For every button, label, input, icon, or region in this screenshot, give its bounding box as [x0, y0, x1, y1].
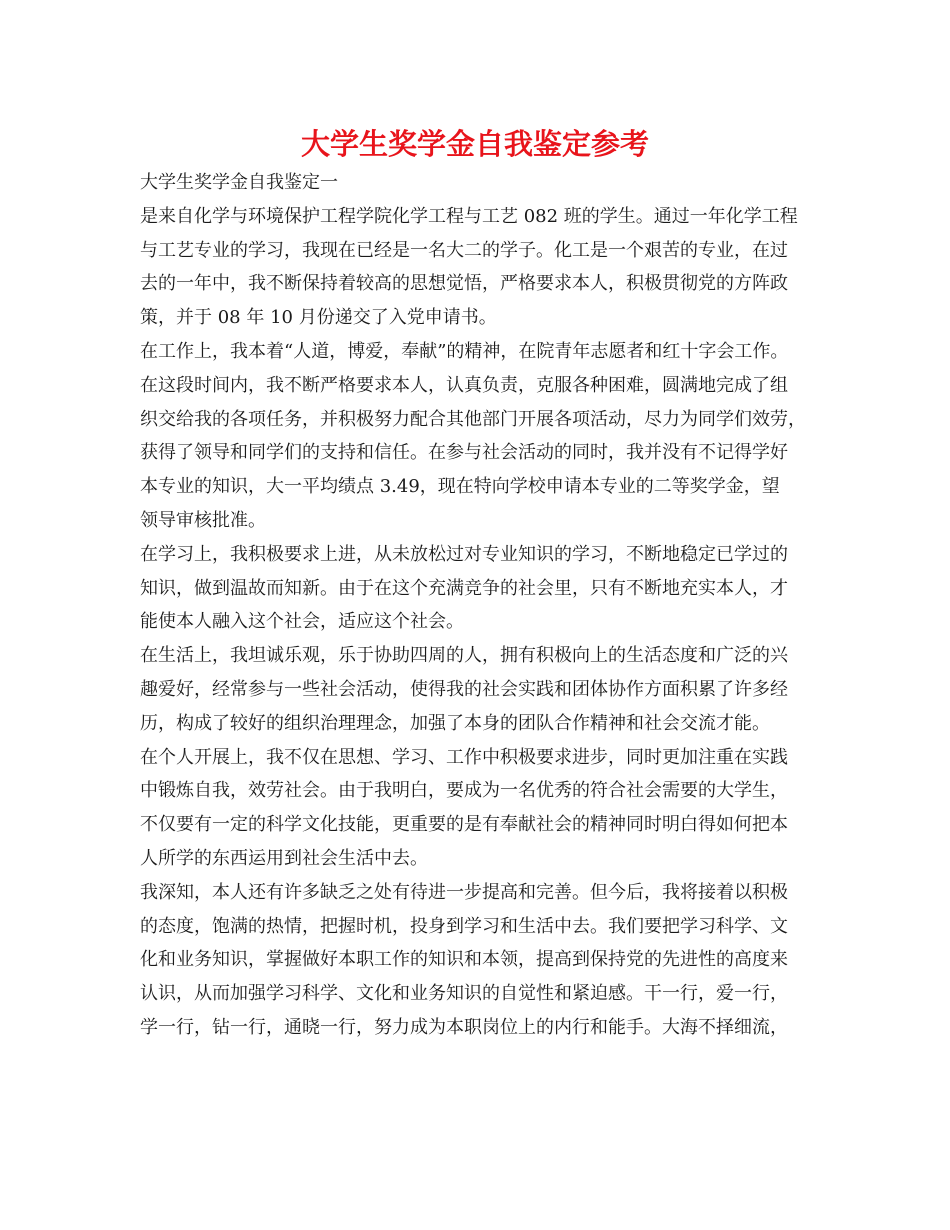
- text-line: 不仅要有一定的科学文化技能，更重要的是有奉献社会的精神同时明白得如何把本: [140, 814, 788, 836]
- text-line: 去的一年中，我不断保持着较高的思想觉悟，严格要求本人，积极贯彻党的方阵政: [140, 273, 788, 295]
- text-line: 在生活上，我坦诚乐观，乐于协助四周的人，拥有积极向上的生活态度和广泛的兴: [140, 645, 788, 667]
- text-line: 学一行，钻一行，通晓一行，努力成为本职岗位上的内行和能手。大海不择细流，: [140, 1016, 788, 1038]
- text-line: 中锻炼自我，效劳社会。由于我明白，要成为一名优秀的符合社会需要的大学生，: [140, 780, 788, 802]
- text-line: 人所学的东西运用到社会生活中去。: [140, 847, 428, 869]
- text-line: 在这段时间内，我不断严格要求本人，认真负责，克服各种困难，圆满地完成了组: [140, 374, 788, 396]
- text-line: 织交给我的各项任务，并积极努力配合其他部门开展各项活动，尽力为同学们效劳，: [140, 408, 806, 430]
- text-line: 在工作上，我本着“人道，博爱，奉献”的精神，在院青年志愿者和红十字会工作。: [140, 340, 789, 362]
- document-title: 大学生奖学金自我鉴定参考: [300, 127, 649, 161]
- document-body: [140, 166, 815, 1045]
- text-line: 认识，从而加强学习科学、文化和业务知识的自觉性和紧迫感。干一行，爱一行，: [140, 983, 788, 1005]
- text-line: 化和业务知识，掌握做好本职工作的知识和本领，提高到保持党的先进性的高度来: [140, 949, 788, 971]
- text-line: 大学生奖学金自我鉴定一: [140, 172, 338, 193]
- text-line: 能使本人融入这个社会，适应这个社会。: [140, 611, 464, 633]
- text-line: 的态度，饱满的热情，把握时机，投身到学习和生活中去。我们要把学习科学、文: [140, 915, 788, 937]
- text-line: 在学习上，我积极要求上进，从未放松过对专业知识的学习，不断地稳定已学过的: [140, 543, 788, 565]
- text-line: 我深知，本人还有许多缺乏之处有待进一步提高和完善。但今后，我将接着以积极: [140, 881, 788, 903]
- text-line: 历，构成了较好的组织治理理念，加强了本身的团队合作精神和社会交流才能。: [140, 712, 770, 734]
- text-line: 趣爱好，经常参与一些社会活动，使得我的社会实践和团体协作方面积累了许多经: [140, 678, 788, 700]
- text-line: 在个人开展上，我不仅在思想、学习、工作中积极要求进步，同时更加注重在实践: [140, 746, 788, 768]
- text-line: 本专业的知识，大一平均绩点 3.49，现在特向学校申请本专业的二等奖学金，望: [140, 476, 780, 498]
- text-line: 策，并于 08 年 10 月份递交了入党申请书。: [140, 307, 497, 329]
- text-line: 获得了领导和同学们的支持和信任。在参与社会活动的同时，我并没有不记得学好: [140, 442, 788, 464]
- text-line: 领导审核批准。: [140, 509, 266, 531]
- text-line: 与工艺专业的学习，我现在已经是一名大二的学子。化工是一个艰苦的专业，在过: [140, 239, 788, 261]
- text-line: 是来自化学与环境保护工程学院化学工程与工艺 082 班的学生。通过一年化学工程: [140, 205, 798, 227]
- text-line: 知识，做到温故而知新。由于在这个充满竞争的社会里，只有不断地充实本人，才: [140, 577, 788, 599]
